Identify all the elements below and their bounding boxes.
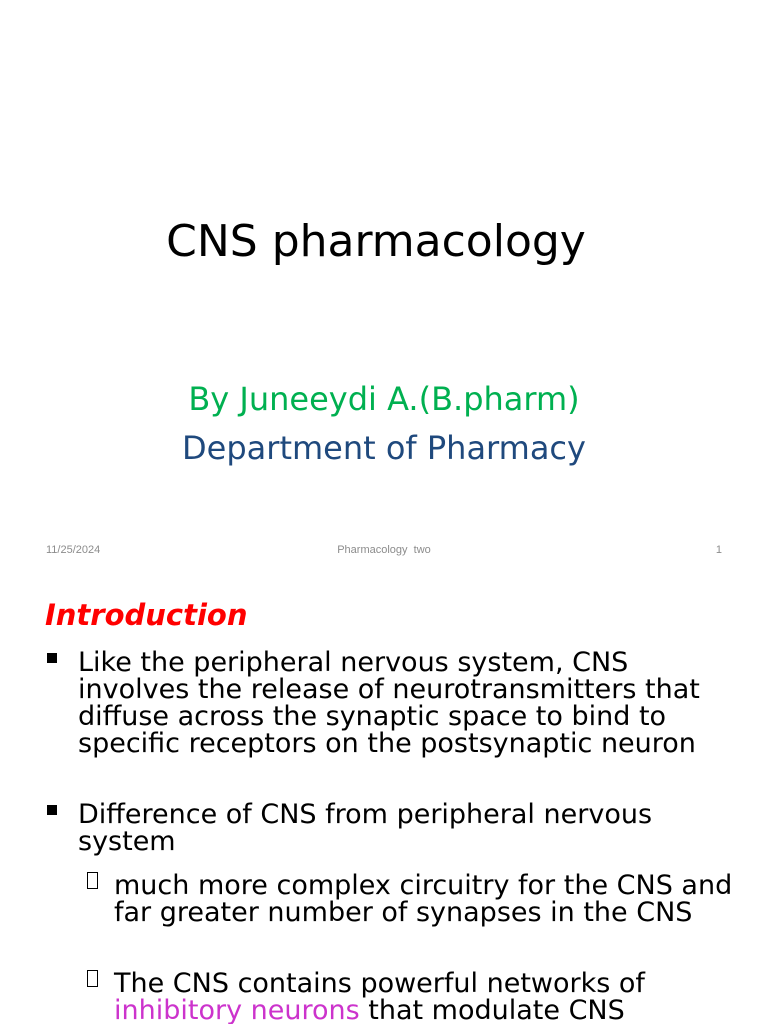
slide-title: CNS pharmacology	[166, 216, 586, 267]
square-bullet-icon	[47, 653, 57, 663]
sub-bullet-text: much more complex circuitry for the CNS and far greater number of synapses in the CNS	[114, 870, 733, 928]
footer-page-number: 1	[715, 544, 722, 556]
sub-bullet-text: The CNS contains powerful networks of inhibitory neurons that modulate CNS	[114, 968, 654, 1024]
sub-bullet-item	[114, 872, 734, 926]
footer-center-text: Pharmacology two	[337, 544, 431, 556]
slide-heading: Introduction	[45, 598, 248, 632]
bullet-text: Like the peripheral nervous system, CNS involves the release of neurotransmitters that diffuse across the synaptic space to bind to specific receptors on the postsynaptic neuron	[78, 647, 700, 759]
bullet-item	[78, 649, 728, 757]
square-bullet-icon	[47, 805, 57, 815]
highlighted-term: inhibitory neurons	[114, 995, 360, 1024]
footer-date: 11/25/2024	[46, 544, 101, 556]
department-line: Department of Pharmacy	[182, 429, 586, 467]
bullet-text: Difference of CNS from peripheral nervous system	[78, 799, 653, 857]
missing-glyph-bullet-icon	[87, 970, 98, 987]
missing-glyph-bullet-icon	[87, 872, 98, 889]
bullet-item	[78, 801, 728, 855]
slide-2	[0, 576, 768, 1024]
sub-bullet-item	[114, 970, 734, 1024]
author-line: By Juneeydi A.(B.pharm)	[188, 380, 580, 418]
